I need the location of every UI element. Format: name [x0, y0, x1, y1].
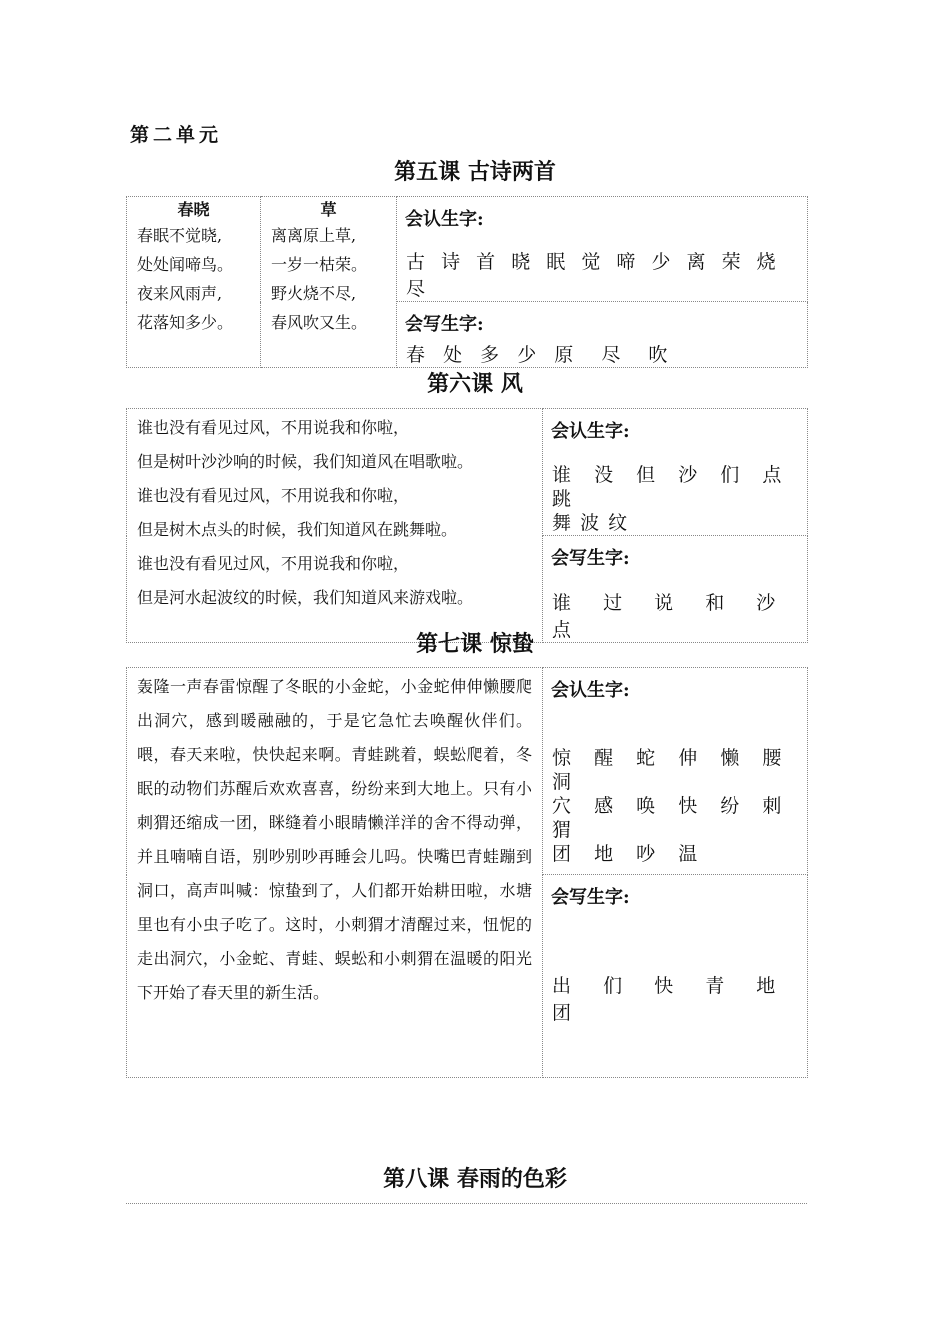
char: 蛇: [636, 747, 656, 769]
char: 吹: [648, 344, 668, 366]
char: 谁: [552, 592, 572, 614]
poem-line: 谁也没有看见过风，不用说我和你啦，: [137, 486, 410, 505]
char: 说: [654, 592, 674, 614]
poem-line: 处处闻啼鸟。: [137, 255, 234, 274]
write-chars-label: 会写生字:: [405, 314, 484, 335]
char: 沙: [756, 592, 776, 614]
char: 尽: [601, 344, 621, 366]
poem-line: 但是河水起波纹的时候，我们知道风来游戏啦。: [137, 588, 474, 607]
poem-chunxiao: [127, 197, 261, 368]
poem-title: 春晓: [177, 200, 210, 219]
lesson7-table: [126, 667, 808, 1078]
char: 古: [406, 251, 426, 273]
char: 快: [678, 795, 698, 817]
char: 穴: [552, 795, 572, 817]
poem-line: 谁也没有看见过风，不用说我和你啦，: [137, 418, 410, 437]
read-chars-label: 会认生字:: [551, 421, 630, 442]
char: 尽: [406, 278, 426, 300]
poem-line: 野火烧不尽,: [271, 284, 357, 303]
char: 团: [552, 843, 572, 865]
lesson8-title: 第八课 春雨的色彩: [383, 1166, 567, 1192]
lesson6-table: [126, 408, 808, 643]
poem-line: 春风吹又生。: [271, 313, 368, 332]
char: 快: [654, 975, 674, 997]
unit-title: 第二单元: [130, 124, 223, 146]
char: 纹: [608, 512, 628, 534]
char: 和: [705, 592, 725, 614]
char: 少: [517, 344, 537, 366]
char: 眠: [546, 251, 566, 273]
char: 少: [651, 251, 671, 273]
char: 多: [480, 344, 500, 366]
write-chars-list: [397, 340, 807, 367]
char: 感: [594, 795, 614, 817]
char: 晓: [511, 251, 531, 273]
poem-line: 一岁一枯荣。: [271, 255, 368, 274]
char: 首: [476, 251, 496, 273]
char: 处: [443, 344, 463, 366]
write-chars-list: [543, 971, 807, 1025]
char: 过: [603, 592, 623, 614]
char: 懒: [720, 747, 740, 769]
lesson6-title: 第六课 风: [427, 371, 523, 397]
poem-title: 草: [320, 200, 337, 219]
char: 纷: [720, 795, 740, 817]
char: 地: [756, 975, 776, 997]
char: 出: [552, 975, 572, 997]
story-jingzhe: [127, 668, 543, 1078]
char: 跳: [552, 488, 572, 510]
poem-line: 谁也没有看见过风，不用说我和你啦，: [137, 554, 410, 573]
read-chars-label: 会认生字:: [405, 209, 484, 230]
char: 烧: [756, 251, 776, 273]
char: 春: [406, 344, 426, 366]
char: 团: [552, 1002, 572, 1024]
char: 惊: [552, 747, 572, 769]
read-chars-cell: [543, 668, 808, 875]
poem-line: 夜来风雨声,: [137, 284, 223, 303]
poem-line: 离离原上草,: [271, 226, 357, 245]
poem-line: 春眠不觉晓,: [137, 226, 223, 245]
read-chars-list: [543, 463, 807, 535]
read-chars-cell: [397, 197, 808, 302]
char: 温: [678, 843, 698, 865]
poem-cao: [261, 197, 397, 368]
write-chars-label: 会写生字:: [551, 548, 630, 569]
char: 腰: [762, 747, 782, 769]
char: 青: [705, 975, 725, 997]
char: 但: [636, 464, 656, 486]
lesson5-title: 第五课 古诗两首: [394, 159, 556, 185]
char: 洞: [552, 771, 572, 793]
poem-line: 但是树木点头的时候，我们知道风在跳舞啦。: [137, 520, 458, 539]
char: 离: [686, 251, 706, 273]
char: 伸: [678, 747, 698, 769]
char: 沙: [678, 464, 698, 486]
char: 舞: [552, 512, 572, 534]
write-chars-cell: [543, 875, 808, 1078]
read-chars-cell: [543, 409, 808, 536]
read-chars-list: [543, 746, 807, 866]
table-top-border: [126, 1203, 807, 1204]
char: 觉: [581, 251, 601, 273]
char: 荣: [721, 251, 741, 273]
write-chars-cell: [397, 302, 808, 368]
char: 谁: [552, 464, 572, 486]
char: 唤: [636, 795, 656, 817]
char: 猬: [552, 819, 572, 841]
poem-feng: [127, 409, 543, 643]
poem-line: 花落知多少。: [137, 313, 234, 332]
char: 地: [594, 843, 614, 865]
char: 刺: [762, 795, 782, 817]
read-chars-label: 会认生字:: [551, 680, 630, 701]
char: 点: [552, 619, 572, 641]
char: 波: [580, 512, 600, 534]
char: 没: [594, 464, 614, 486]
story-text: 轰隆一声春雷惊醒了冬眠的小金蛇，小金蛇伸伸懒腰爬出洞穴，感到暖融融的，于是它急忙去唤醒伙伴们。喂，春天来啦，快快起来啊。青蛙跳着，蜈蚣爬着，冬眠的动物们苏醒后欢欢喜喜，纷纷来到大地上。只有小刺猬还缩成一团，眯缝着小眼睛懒洋洋的舍不得动弹，并且喃喃自语，别吵别吵再睡会儿吗。快嘴巴青蛙蹦到洞口，高声叫喊：惊蛰到了，人们都开始耕田啦，水塘里也有小虫子吃了。这时，小刺猬才清醒过来，忸怩的走出洞穴，小金蛇、青蛙、蜈蚣和小刺猬在温暖的阳光下开始了春天里的新生活。: [137, 677, 532, 1002]
char: 吵: [636, 843, 656, 865]
char: 原: [554, 344, 574, 366]
write-chars-label: 会写生字:: [551, 887, 630, 908]
char: 点: [762, 464, 782, 486]
read-chars-list: [397, 247, 807, 301]
lesson7-title: 第七课 惊蛰: [416, 631, 534, 657]
poem-line: 但是树叶沙沙响的时候，我们知道风在唱歌啦。: [137, 452, 474, 471]
char: 们: [603, 975, 623, 997]
char: 们: [720, 464, 740, 486]
char: 醒: [594, 747, 614, 769]
char: 啼: [616, 251, 636, 273]
char: 诗: [441, 251, 461, 273]
lesson5-table: [126, 196, 808, 368]
